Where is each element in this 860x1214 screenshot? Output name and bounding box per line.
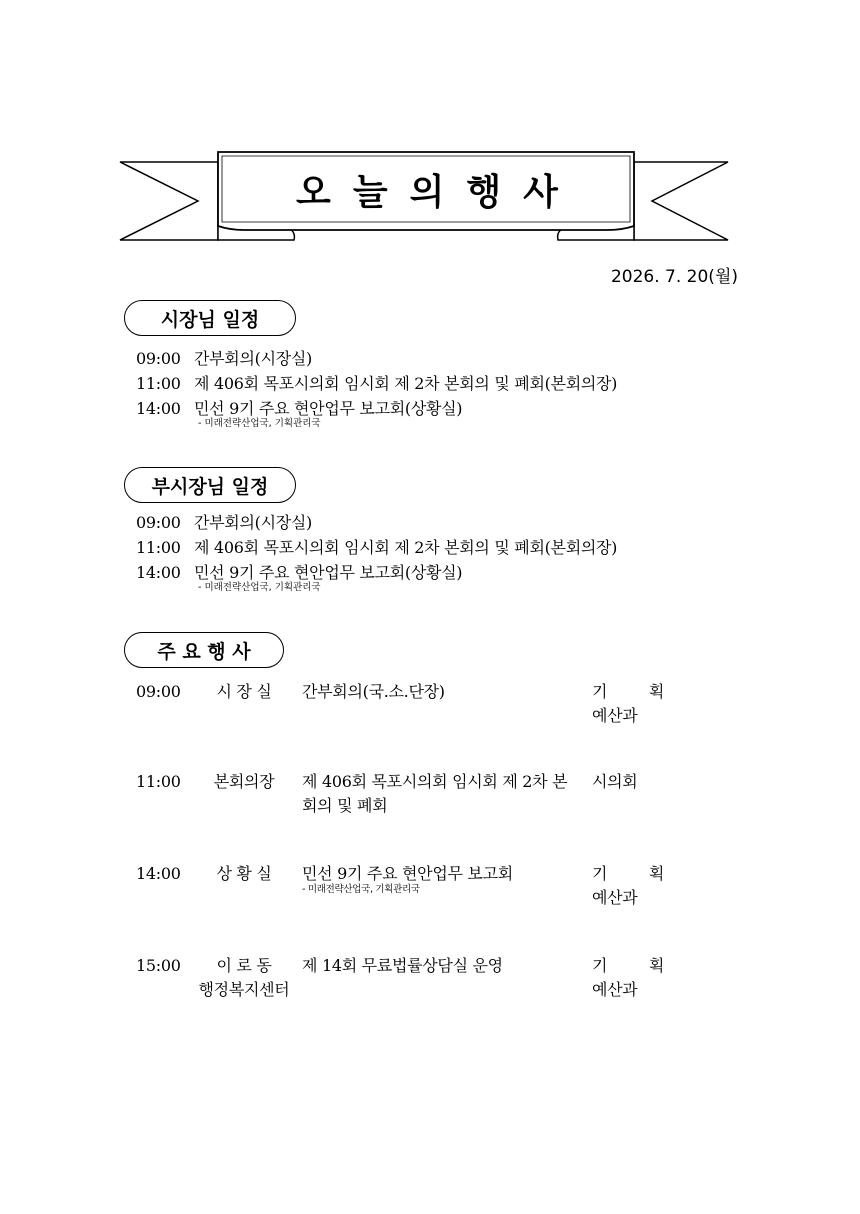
title-banner — [118, 148, 730, 248]
event-time: 09:00 — [136, 682, 181, 701]
event-title: 제 406회 목포시의회 임시회 제 2차 본회의 및 폐회 — [302, 772, 568, 815]
mayor-schedule — [136, 346, 617, 431]
time: 09:00 — [136, 513, 181, 532]
item-text: 간부회의(시장실) — [194, 349, 312, 368]
time: 14:00 — [136, 399, 181, 418]
item-text: 간부회의(시장실) — [194, 513, 312, 532]
deputy-schedule — [136, 510, 617, 595]
event-time: 15:00 — [136, 956, 181, 975]
item-text: 제 406회 목포시의회 임시회 제 2차 본회의 및 폐회(본회의장) — [194, 374, 618, 393]
event-title: 간부회의(국.소.단장) — [302, 682, 445, 701]
event-title: 민선 9기 주요 현안업무 보고회 - 미래전략산업국, 기획관리국 — [302, 862, 592, 896]
section-heading-deputy: 부시장님 일정 — [124, 467, 296, 503]
event-time: 11:00 — [136, 772, 181, 791]
time: 14:00 — [136, 563, 181, 582]
event-dept: 기 획 예산과 — [592, 864, 664, 907]
time: 11:00 — [136, 374, 181, 393]
event-time: 14:00 — [136, 864, 181, 883]
section-heading-events: 주 요 행 사 — [124, 632, 284, 668]
item-note: - 미래전략산업국, 기획관리국 — [198, 418, 321, 429]
event-place: 본회의장 — [213, 772, 275, 791]
section-heading-mayor: 시장님 일정 — [124, 300, 296, 336]
list-item — [136, 535, 617, 560]
item-note: - 미래전략산업국, 기획관리국 — [198, 582, 321, 593]
page-title: 오늘의행사 — [296, 171, 580, 213]
event-dept: 기 획 예산과 — [592, 682, 664, 725]
list-item — [136, 510, 617, 535]
list-item — [136, 346, 617, 371]
list-item — [136, 371, 617, 396]
event-place: 시 장 실 — [216, 682, 272, 701]
item-text: 민선 9기 주요 현안업무 보고회(상황실) — [194, 399, 463, 418]
event-note: - 미래전략산업국, 기획관리국 — [302, 884, 420, 895]
item-text: 민선 9기 주요 현안업무 보고회(상황실) — [194, 563, 463, 582]
time: 11:00 — [136, 538, 181, 557]
event-place: 상 황 실 — [216, 864, 272, 883]
event-dept: 시의회 — [592, 772, 638, 791]
event-dept: 기 획 예산과 — [592, 956, 664, 999]
event-title: 제 14회 무료법률상담실 운영 — [302, 956, 503, 975]
time: 09:00 — [136, 349, 181, 368]
date-label: 2026. 7. 20(월) — [610, 267, 738, 287]
event-place: 이 로 동 행정복지센터 — [198, 956, 290, 999]
item-text: 제 406회 목포시의회 임시회 제 2차 본회의 및 폐회(본회의장) — [194, 538, 618, 557]
